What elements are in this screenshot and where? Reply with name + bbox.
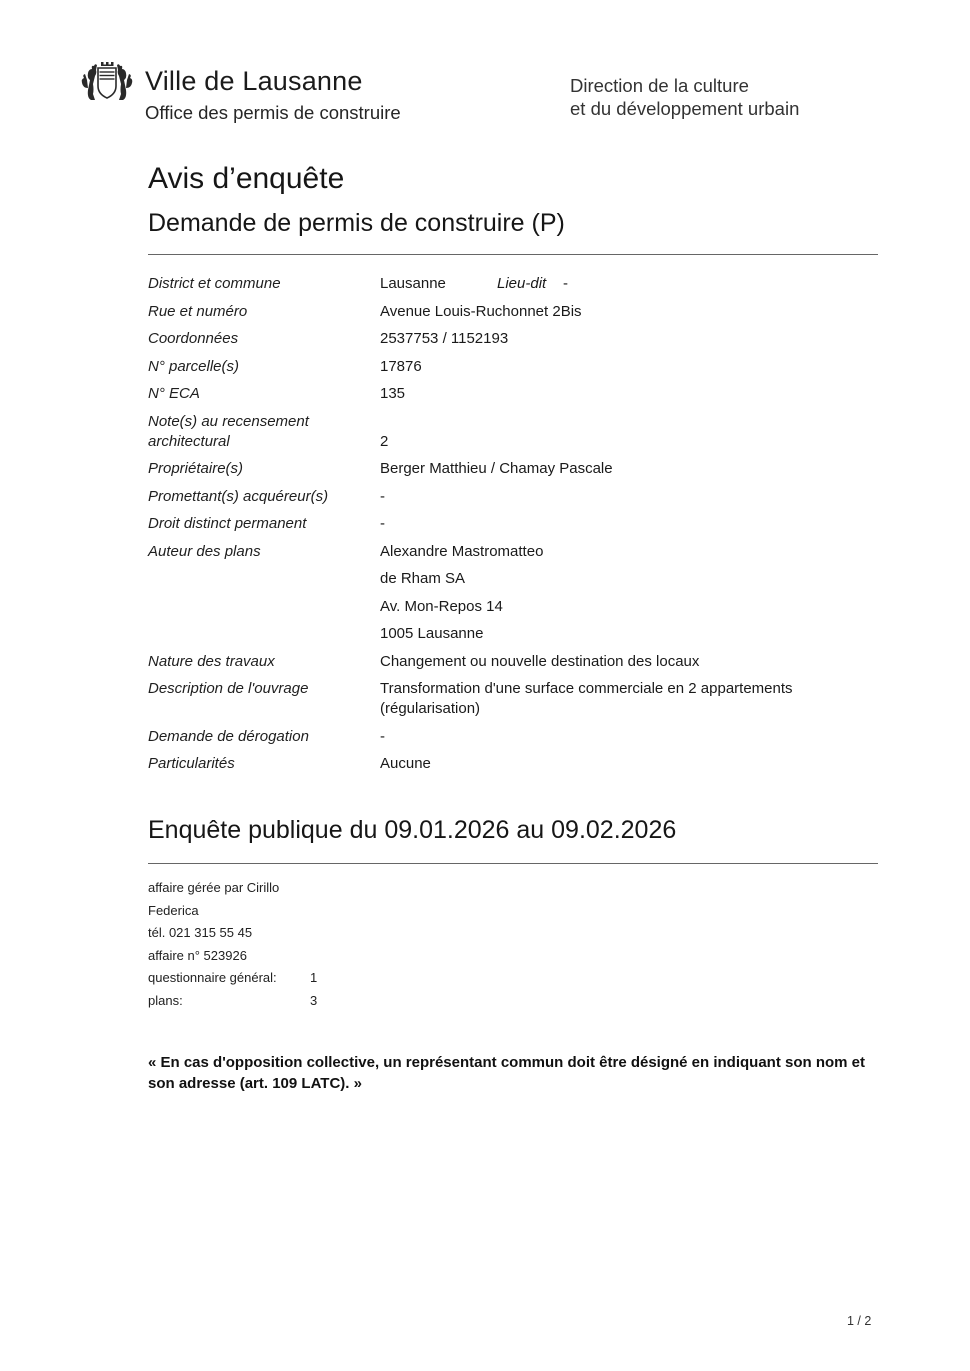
direction-line2: et du développement urbain [570,98,800,119]
detail-label: questionnaire général: [148,970,277,985]
office-subtitle: Office des permis de construire [145,102,401,123]
field-label-line: Auteur des plans [148,542,261,560]
field-label [148,542,380,562]
detail-label: affaire n° 523926 [148,947,247,963]
field-row [148,412,878,452]
page-number: 1 / 2 [847,1314,872,1328]
field-row [148,652,878,672]
field-label [148,357,380,377]
field-label [148,727,380,747]
field-label-line: Particularités [148,755,235,772]
field-value-line: Transformation d'une surface commerciale en 2 appartements (régularisation) [380,680,793,717]
field-row [148,302,878,322]
field-label [148,514,380,534]
fields-table [148,274,878,774]
field-value [380,679,878,719]
field-label-line: architectural [148,432,230,450]
page-title: Avis d’enquête [148,162,345,195]
field-label-line: District et commune [148,275,281,292]
detail-label: plans: [148,992,183,1008]
detail-row [148,990,878,1013]
field-value [380,459,613,479]
field-value [380,514,385,534]
field-value-line: - [380,487,385,505]
field-label-line: N° parcelle(s) [148,357,240,375]
divider-top [148,254,878,255]
field-value-line: de Rham SA [380,570,466,587]
field-value-line [380,274,568,294]
direction-text [570,74,799,120]
field-row [148,514,878,534]
field-label [148,302,380,322]
field-row [148,274,878,294]
field-value-line: Avenue Louis-Ruchonnet 2Bis [380,302,582,320]
field-label [148,329,380,349]
detail-row [148,945,878,968]
lieu-dit-label: Lieu-dit [497,275,547,292]
field-label [148,459,380,479]
field-value-line: - [380,515,385,532]
detail-row [148,922,878,945]
field-label-line: N° ECA [148,385,200,402]
field-label-line: Description de l'ouvrage [148,680,309,697]
field-row [148,487,878,507]
field-label-line: Droit distinct permanent [148,515,307,532]
field-value-main: Lausanne [380,275,446,292]
enquete-heading: Enquête publique du 09.01.2026 au 09.02.2026 [148,816,677,844]
field-row [148,727,878,747]
field-value [380,384,405,404]
field-value-line: 2537753 / 1152193 [380,330,509,347]
field-label-line: Nature des travaux [148,652,275,670]
field-label [148,652,380,672]
detail-row [148,877,878,922]
field-row [148,384,878,404]
field-value-line: - [380,727,385,745]
field-value-line: 135 [380,385,406,402]
content-column [148,162,878,1094]
field-row [148,459,878,479]
field-row [148,679,878,719]
field-value-line: Berger Matthieu / Chamay Pascale [380,460,613,477]
field-value [380,727,385,747]
field-row [148,357,878,377]
field-value [380,274,568,294]
detail-label: tél. 021 315 55 45 [148,925,253,940]
field-label-line: Demande de dérogation [148,727,309,745]
detail-row [148,967,878,990]
field-value [380,432,388,452]
field-label [148,487,380,507]
divider-enquete [148,863,878,864]
field-value-line: Changement ou nouvelle destination des locaux [380,652,700,670]
field-value [380,652,699,672]
field-label [148,412,380,452]
field-value [380,357,422,377]
field-value-line: Av. Mon-Repos 14 [380,597,503,615]
opposition-notice: « En cas d'opposition collective, un représentant commun doit être désigné en indiquant son nom et son adresse (art. 109 LATC). » [148,1054,866,1092]
field-row [148,329,878,349]
detail-value: 1 [310,970,318,985]
field-value [380,302,582,322]
detail-label: affaire gérée par Cirillo Federica [148,880,280,918]
field-label [148,274,380,294]
field-label-line: Propriétaire(s) [148,460,244,477]
lieu-dit-value: - [563,275,568,292]
detail-value: 3 [310,992,318,1008]
field-label [148,754,380,774]
field-value-line: Aucune [380,755,431,772]
lausanne-coat-of-arms-icon [77,60,137,110]
field-label-line: Note(s) au recensement [148,412,309,430]
field-value-line: 2 [380,432,389,450]
field-label [148,679,380,699]
field-value [380,329,508,349]
direction-line1: Direction de la culture [570,75,749,96]
page-subtitle: Demande de permis de construire (P) [148,209,565,237]
field-value [380,487,385,507]
field-label-line: Rue et numéro [148,302,248,320]
field-label [148,384,380,404]
field-value [380,542,543,645]
field-row [148,754,878,774]
brand-title: Ville de Lausanne [145,66,363,96]
field-value-line: 1005 Lausanne [380,625,484,642]
case-details [148,877,878,1012]
field-value [380,754,431,774]
field-label-line: Coordonnées [148,330,239,347]
field-value-line: Alexandre Mastromatteo [380,542,544,560]
field-label-line: Promettant(s) acquéreur(s) [148,487,329,505]
field-value-line: 17876 [380,357,422,375]
field-row [148,542,878,645]
